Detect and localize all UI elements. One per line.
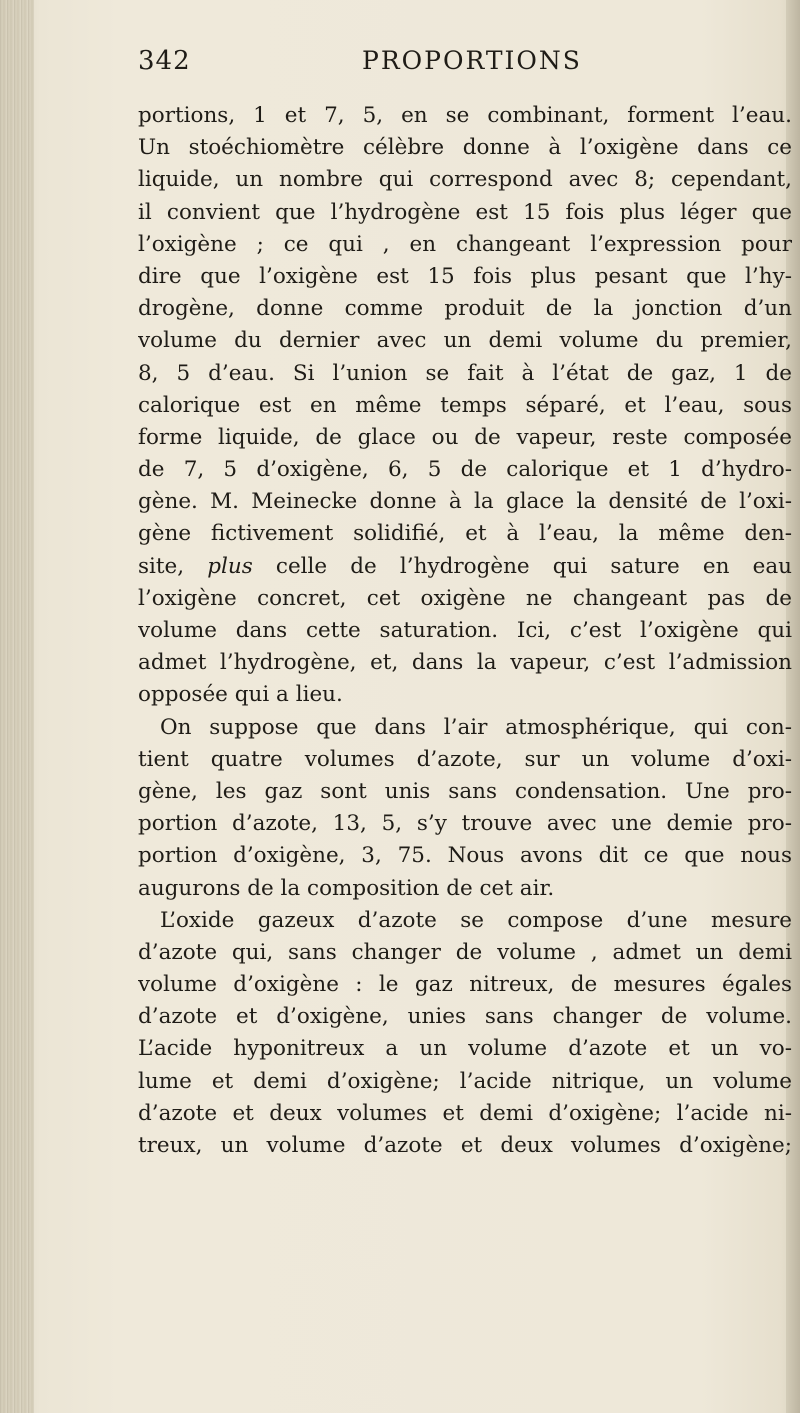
text-line: de 7, 5 d’oxigène, 6, 5 de calorique et 1 d’hydro- [138, 457, 792, 483]
text-line: site, plus celle de l’hydrogène qui sature en eau [138, 553, 792, 579]
page-binding-edge [0, 0, 34, 1413]
text-line: d’azote qui, sans changer de volume , admet un demi [138, 939, 792, 965]
text-line: forme liquide, de glace ou de vapeur, reste composée [138, 424, 792, 450]
text-line: On suppose que dans l’air atmosphérique, qui con- [160, 714, 792, 740]
text-line: augurons de la composition de cet air. [138, 875, 555, 901]
text-line: volume dans cette saturation. Ici, c’est l’oxigène qui [138, 618, 792, 643]
page-number: 342 [138, 46, 191, 76]
page-header-title: PROPORTIONS [362, 46, 582, 75]
body-text [138, 100, 792, 1162]
text-line: opposée qui a lieu. [138, 682, 343, 708]
text-line: l’oxigène concret, cet oxigène ne changeant pas de [138, 585, 792, 611]
text-line: portion d’oxigène, 3, 75. Nous avons dit ce que nous [138, 843, 792, 869]
text-line: gène, les gaz sont unis sans condensation. Une pro- [138, 778, 792, 804]
running-head [0, 38, 800, 88]
text-line: portions, 1 et 7, 5, en se combinant, forment l’eau. [138, 103, 792, 128]
text-line: dire que l’oxigène est 15 fois plus pesant que l’hy- [138, 263, 792, 289]
text-line: gène. M. Meinecke donne à la glace la densité de l’oxi- [138, 489, 792, 515]
text-line: tient quatre volumes d’azote, sur un volume d’oxi- [138, 746, 792, 772]
text-line: drogène, donne comme produit de la jonction d’un [138, 296, 792, 322]
text-line: il convient que l’hydrogène est 15 fois plus léger que [138, 199, 792, 225]
text-line: portion d’azote, 13, 5, s’y trouve avec une demie pro- [138, 811, 792, 837]
text-line: l’oxigène ; ce qui , en changeant l’expression pour [138, 231, 792, 257]
text-line: gène fictivement solidifié, et à l’eau, la même den- [138, 521, 792, 547]
text-line: volume du dernier avec un demi volume du premier, [138, 328, 792, 354]
italic-word: plus [207, 553, 253, 579]
text-line: Un stoéchiomètre célèbre donne à l’oxigène dans ce [138, 135, 792, 161]
text-line: calorique est en même temps séparé, et l’eau, sous [138, 392, 792, 418]
text-line: L’acide hyponitreux a un volume d’azote et un vo- [138, 1036, 792, 1062]
text-line: d’azote et deux volumes et demi d’oxigène; l’acide ni- [138, 1100, 792, 1126]
text-line: treux, un volume d’azote et deux volumes d’oxigène; [138, 1133, 792, 1158]
text-line: admet l’hydrogène, et, dans la vapeur, c’est l’admission [138, 650, 792, 676]
text-line: liquide, un nombre qui correspond avec 8; cependant, [138, 167, 792, 193]
text-line: lume et demi d’oxigène; l’acide nitrique, un volume [138, 1068, 792, 1094]
text-line: d’azote et d’oxigène, unies sans changer de volume. [138, 1004, 792, 1030]
text-line: volume d’oxigène : le gaz nitreux, de mesures égales [138, 972, 792, 998]
text-line: L’oxide gazeux d’azote se compose d’une mesure [160, 907, 792, 933]
text-line: 8, 5 d’eau. Si l’union se fait à l’état de gaz, 1 de [138, 360, 792, 386]
